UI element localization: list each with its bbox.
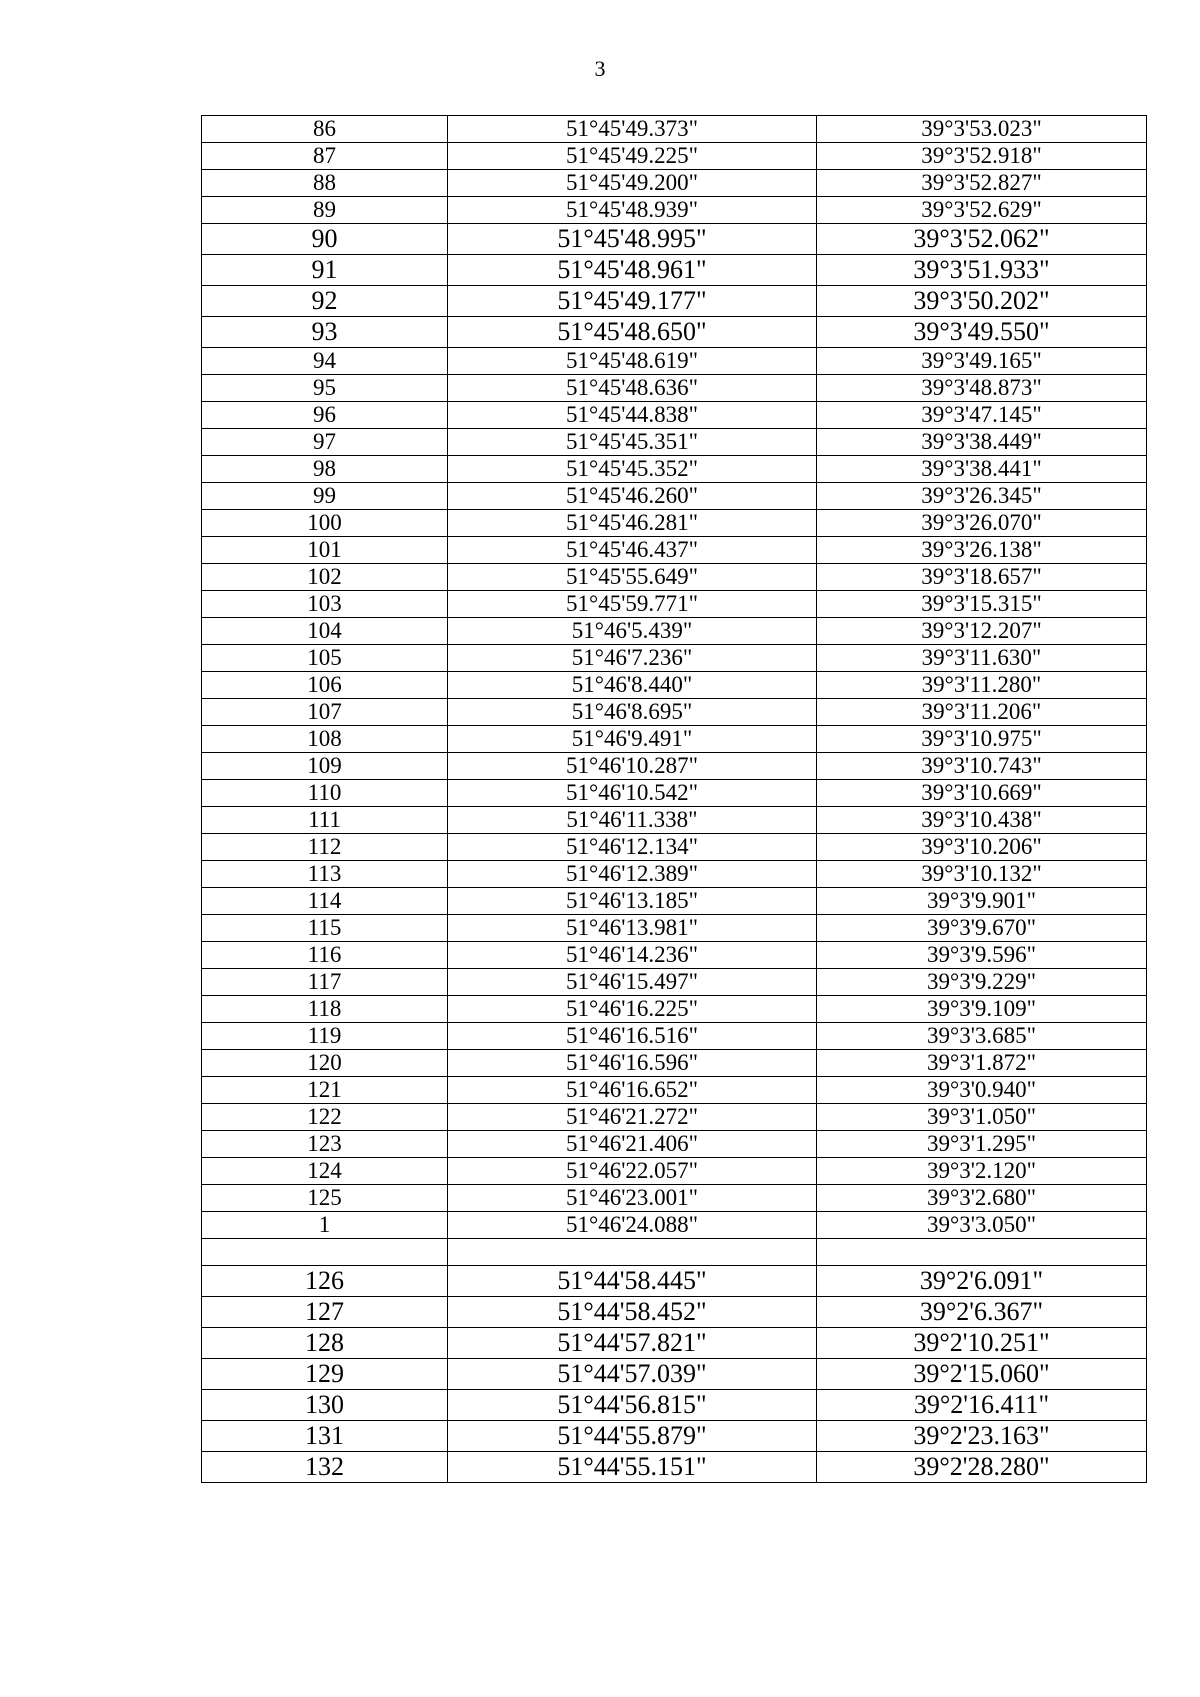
table-row <box>202 170 1147 197</box>
latitude-cell: 51°45'46.437" <box>448 537 817 564</box>
table-row <box>202 255 1147 286</box>
longitude-cell: 39°3'38.449" <box>817 429 1147 456</box>
table-row <box>202 1050 1147 1077</box>
latitude-cell: 51°45'48.650" <box>448 317 817 348</box>
point-number-cell: 110 <box>202 780 448 807</box>
longitude-cell: 39°3'11.206" <box>817 699 1147 726</box>
longitude-cell: 39°3'15.315" <box>817 591 1147 618</box>
latitude-cell: 51°45'49.177" <box>448 286 817 317</box>
table-row <box>202 224 1147 255</box>
point-number-cell: 109 <box>202 753 448 780</box>
point-number-cell: 98 <box>202 456 448 483</box>
point-number-cell: 116 <box>202 942 448 969</box>
point-number-cell: 130 <box>202 1390 448 1421</box>
longitude-cell: 39°3'52.918" <box>817 143 1147 170</box>
table-row <box>202 780 1147 807</box>
table-row <box>202 286 1147 317</box>
latitude-cell: 51°45'44.838" <box>448 402 817 429</box>
table-row <box>202 1158 1147 1185</box>
point-number-cell: 103 <box>202 591 448 618</box>
point-number-cell: 101 <box>202 537 448 564</box>
latitude-cell: 51°46'10.287" <box>448 753 817 780</box>
latitude-cell: 51°46'15.497" <box>448 969 817 996</box>
page-number: 3 <box>594 56 606 81</box>
table-row <box>202 861 1147 888</box>
point-number-cell: 93 <box>202 317 448 348</box>
longitude-cell: 39°3'38.441" <box>817 456 1147 483</box>
table-row <box>202 402 1147 429</box>
point-number-cell <box>202 1239 448 1266</box>
table-row <box>202 1328 1147 1359</box>
point-number-cell: 97 <box>202 429 448 456</box>
point-number-cell: 119 <box>202 1023 448 1050</box>
coordinates-table-body <box>202 116 1147 1483</box>
point-number-cell: 106 <box>202 672 448 699</box>
point-number-cell: 114 <box>202 888 448 915</box>
longitude-cell: 39°3'11.630" <box>817 645 1147 672</box>
latitude-cell: 51°46'7.236" <box>448 645 817 672</box>
latitude-cell: 51°44'58.452" <box>448 1297 817 1328</box>
table-row <box>202 915 1147 942</box>
latitude-cell: 51°46'12.389" <box>448 861 817 888</box>
longitude-cell: 39°3'2.120" <box>817 1158 1147 1185</box>
latitude-cell: 51°44'57.821" <box>448 1328 817 1359</box>
table-row <box>202 618 1147 645</box>
longitude-cell: 39°3'10.206" <box>817 834 1147 861</box>
latitude-cell: 51°45'48.619" <box>448 348 817 375</box>
table-row <box>202 807 1147 834</box>
longitude-cell: 39°3'9.670" <box>817 915 1147 942</box>
latitude-cell: 51°45'45.352" <box>448 456 817 483</box>
point-number-cell: 95 <box>202 375 448 402</box>
point-number-cell: 113 <box>202 861 448 888</box>
point-number-cell: 89 <box>202 197 448 224</box>
table-row <box>202 996 1147 1023</box>
table-row <box>202 726 1147 753</box>
latitude-cell: 51°46'16.652" <box>448 1077 817 1104</box>
latitude-cell: 51°45'49.225" <box>448 143 817 170</box>
point-number-cell: 117 <box>202 969 448 996</box>
longitude-cell: 39°3'53.023" <box>817 116 1147 143</box>
point-number-cell: 124 <box>202 1158 448 1185</box>
point-number-cell: 102 <box>202 564 448 591</box>
point-number-cell: 91 <box>202 255 448 286</box>
latitude-cell: 51°45'49.200" <box>448 170 817 197</box>
latitude-cell: 51°46'9.491" <box>448 726 817 753</box>
latitude-cell: 51°45'48.939" <box>448 197 817 224</box>
latitude-cell: 51°44'56.815" <box>448 1390 817 1421</box>
latitude-cell: 51°45'46.260" <box>448 483 817 510</box>
table-row <box>202 537 1147 564</box>
latitude-cell: 51°46'5.439" <box>448 618 817 645</box>
table-row <box>202 1131 1147 1158</box>
latitude-cell: 51°44'58.445" <box>448 1266 817 1297</box>
latitude-cell: 51°46'21.272" <box>448 1104 817 1131</box>
latitude-cell: 51°44'55.879" <box>448 1421 817 1452</box>
point-number-cell: 129 <box>202 1359 448 1390</box>
table-row <box>202 888 1147 915</box>
longitude-cell: 39°3'26.345" <box>817 483 1147 510</box>
point-number-cell: 123 <box>202 1131 448 1158</box>
table-row <box>202 456 1147 483</box>
latitude-cell: 51°46'11.338" <box>448 807 817 834</box>
table-row <box>202 942 1147 969</box>
point-number-cell: 99 <box>202 483 448 510</box>
longitude-cell: 39°2'23.163" <box>817 1421 1147 1452</box>
latitude-cell: 51°45'59.771" <box>448 591 817 618</box>
longitude-cell: 39°3'10.975" <box>817 726 1147 753</box>
longitude-cell: 39°3'11.280" <box>817 672 1147 699</box>
latitude-cell: 51°46'13.185" <box>448 888 817 915</box>
longitude-cell: 39°3'9.596" <box>817 942 1147 969</box>
latitude-cell: 51°46'12.134" <box>448 834 817 861</box>
longitude-cell <box>817 1239 1147 1266</box>
latitude-cell: 51°45'55.649" <box>448 564 817 591</box>
table-row <box>202 510 1147 537</box>
latitude-cell: 51°45'48.995" <box>448 224 817 255</box>
latitude-cell: 51°46'22.057" <box>448 1158 817 1185</box>
table-row <box>202 1390 1147 1421</box>
latitude-cell: 51°46'13.981" <box>448 915 817 942</box>
point-number-cell: 107 <box>202 699 448 726</box>
table-row <box>202 1297 1147 1328</box>
longitude-cell: 39°3'52.062" <box>817 224 1147 255</box>
table-row <box>202 1421 1147 1452</box>
longitude-cell: 39°2'6.091" <box>817 1266 1147 1297</box>
latitude-cell: 51°46'16.225" <box>448 996 817 1023</box>
table-row <box>202 1266 1147 1297</box>
point-number-cell: 100 <box>202 510 448 537</box>
latitude-cell: 51°45'48.636" <box>448 375 817 402</box>
latitude-cell: 51°45'45.351" <box>448 429 817 456</box>
longitude-cell: 39°3'52.827" <box>817 170 1147 197</box>
point-number-cell: 92 <box>202 286 448 317</box>
longitude-cell: 39°3'9.109" <box>817 996 1147 1023</box>
point-number-cell: 96 <box>202 402 448 429</box>
point-number-cell: 112 <box>202 834 448 861</box>
longitude-cell: 39°3'10.132" <box>817 861 1147 888</box>
point-number-cell: 90 <box>202 224 448 255</box>
latitude-cell: 51°45'46.281" <box>448 510 817 537</box>
table-row <box>202 317 1147 348</box>
point-number-cell: 131 <box>202 1421 448 1452</box>
table-row <box>202 1212 1147 1239</box>
point-number-cell: 125 <box>202 1185 448 1212</box>
latitude-cell: 51°46'10.542" <box>448 780 817 807</box>
table-row <box>202 1359 1147 1390</box>
point-number-cell: 120 <box>202 1050 448 1077</box>
table-row <box>202 143 1147 170</box>
longitude-cell: 39°3'9.901" <box>817 888 1147 915</box>
longitude-cell: 39°3'1.295" <box>817 1131 1147 1158</box>
latitude-cell: 51°46'24.088" <box>448 1212 817 1239</box>
longitude-cell: 39°3'26.070" <box>817 510 1147 537</box>
longitude-cell: 39°3'10.438" <box>817 807 1147 834</box>
longitude-cell: 39°3'18.657" <box>817 564 1147 591</box>
point-number-cell: 94 <box>202 348 448 375</box>
point-number-cell: 122 <box>202 1104 448 1131</box>
point-number-cell: 121 <box>202 1077 448 1104</box>
table-row <box>202 197 1147 224</box>
longitude-cell: 39°3'51.933" <box>817 255 1147 286</box>
table-row <box>202 429 1147 456</box>
table-row <box>202 348 1147 375</box>
point-number-cell: 86 <box>202 116 448 143</box>
longitude-cell: 39°3'49.550" <box>817 317 1147 348</box>
longitude-cell: 39°3'49.165" <box>817 348 1147 375</box>
latitude-cell: 51°44'55.151" <box>448 1452 817 1483</box>
table-row <box>202 483 1147 510</box>
point-number-cell: 88 <box>202 170 448 197</box>
point-number-cell: 126 <box>202 1266 448 1297</box>
table-row <box>202 1185 1147 1212</box>
longitude-cell: 39°3'9.229" <box>817 969 1147 996</box>
latitude-cell: 51°44'57.039" <box>448 1359 817 1390</box>
point-number-cell: 108 <box>202 726 448 753</box>
point-number-cell: 132 <box>202 1452 448 1483</box>
table-row <box>202 834 1147 861</box>
table-row <box>202 591 1147 618</box>
table-row <box>202 969 1147 996</box>
longitude-cell: 39°3'52.629" <box>817 197 1147 224</box>
table-row <box>202 1077 1147 1104</box>
point-number-cell: 115 <box>202 915 448 942</box>
point-number-cell: 1 <box>202 1212 448 1239</box>
longitude-cell: 39°3'47.145" <box>817 402 1147 429</box>
point-number-cell: 87 <box>202 143 448 170</box>
longitude-cell: 39°3'3.050" <box>817 1212 1147 1239</box>
table-row <box>202 645 1147 672</box>
table-row <box>202 699 1147 726</box>
latitude-cell: 51°45'49.373" <box>448 116 817 143</box>
point-number-cell: 118 <box>202 996 448 1023</box>
longitude-cell: 39°3'3.685" <box>817 1023 1147 1050</box>
table-row <box>202 116 1147 143</box>
table-row <box>202 672 1147 699</box>
table-row <box>202 1104 1147 1131</box>
latitude-cell: 51°46'8.695" <box>448 699 817 726</box>
latitude-cell: 51°46'23.001" <box>448 1185 817 1212</box>
latitude-cell: 51°46'8.440" <box>448 672 817 699</box>
point-number-cell: 104 <box>202 618 448 645</box>
longitude-cell: 39°2'10.251" <box>817 1328 1147 1359</box>
longitude-cell: 39°3'10.669" <box>817 780 1147 807</box>
point-number-cell: 128 <box>202 1328 448 1359</box>
point-number-cell: 105 <box>202 645 448 672</box>
longitude-cell: 39°2'6.367" <box>817 1297 1147 1328</box>
longitude-cell: 39°3'1.872" <box>817 1050 1147 1077</box>
table-row <box>202 1452 1147 1483</box>
point-number-cell: 111 <box>202 807 448 834</box>
latitude-cell <box>448 1239 817 1266</box>
latitude-cell: 51°45'48.961" <box>448 255 817 286</box>
table-row <box>202 1239 1147 1266</box>
longitude-cell: 39°3'2.680" <box>817 1185 1147 1212</box>
longitude-cell: 39°2'28.280" <box>817 1452 1147 1483</box>
latitude-cell: 51°46'16.596" <box>448 1050 817 1077</box>
longitude-cell: 39°2'16.411" <box>817 1390 1147 1421</box>
longitude-cell: 39°3'48.873" <box>817 375 1147 402</box>
latitude-cell: 51°46'21.406" <box>448 1131 817 1158</box>
table-row <box>202 753 1147 780</box>
coordinates-table <box>201 115 1147 1483</box>
table-row <box>202 564 1147 591</box>
longitude-cell: 39°3'0.940" <box>817 1077 1147 1104</box>
longitude-cell: 39°3'26.138" <box>817 537 1147 564</box>
table-row <box>202 1023 1147 1050</box>
latitude-cell: 51°46'16.516" <box>448 1023 817 1050</box>
longitude-cell: 39°2'15.060" <box>817 1359 1147 1390</box>
table-row <box>202 375 1147 402</box>
longitude-cell: 39°3'10.743" <box>817 753 1147 780</box>
longitude-cell: 39°3'50.202" <box>817 286 1147 317</box>
latitude-cell: 51°46'14.236" <box>448 942 817 969</box>
longitude-cell: 39°3'1.050" <box>817 1104 1147 1131</box>
point-number-cell: 127 <box>202 1297 448 1328</box>
longitude-cell: 39°3'12.207" <box>817 618 1147 645</box>
